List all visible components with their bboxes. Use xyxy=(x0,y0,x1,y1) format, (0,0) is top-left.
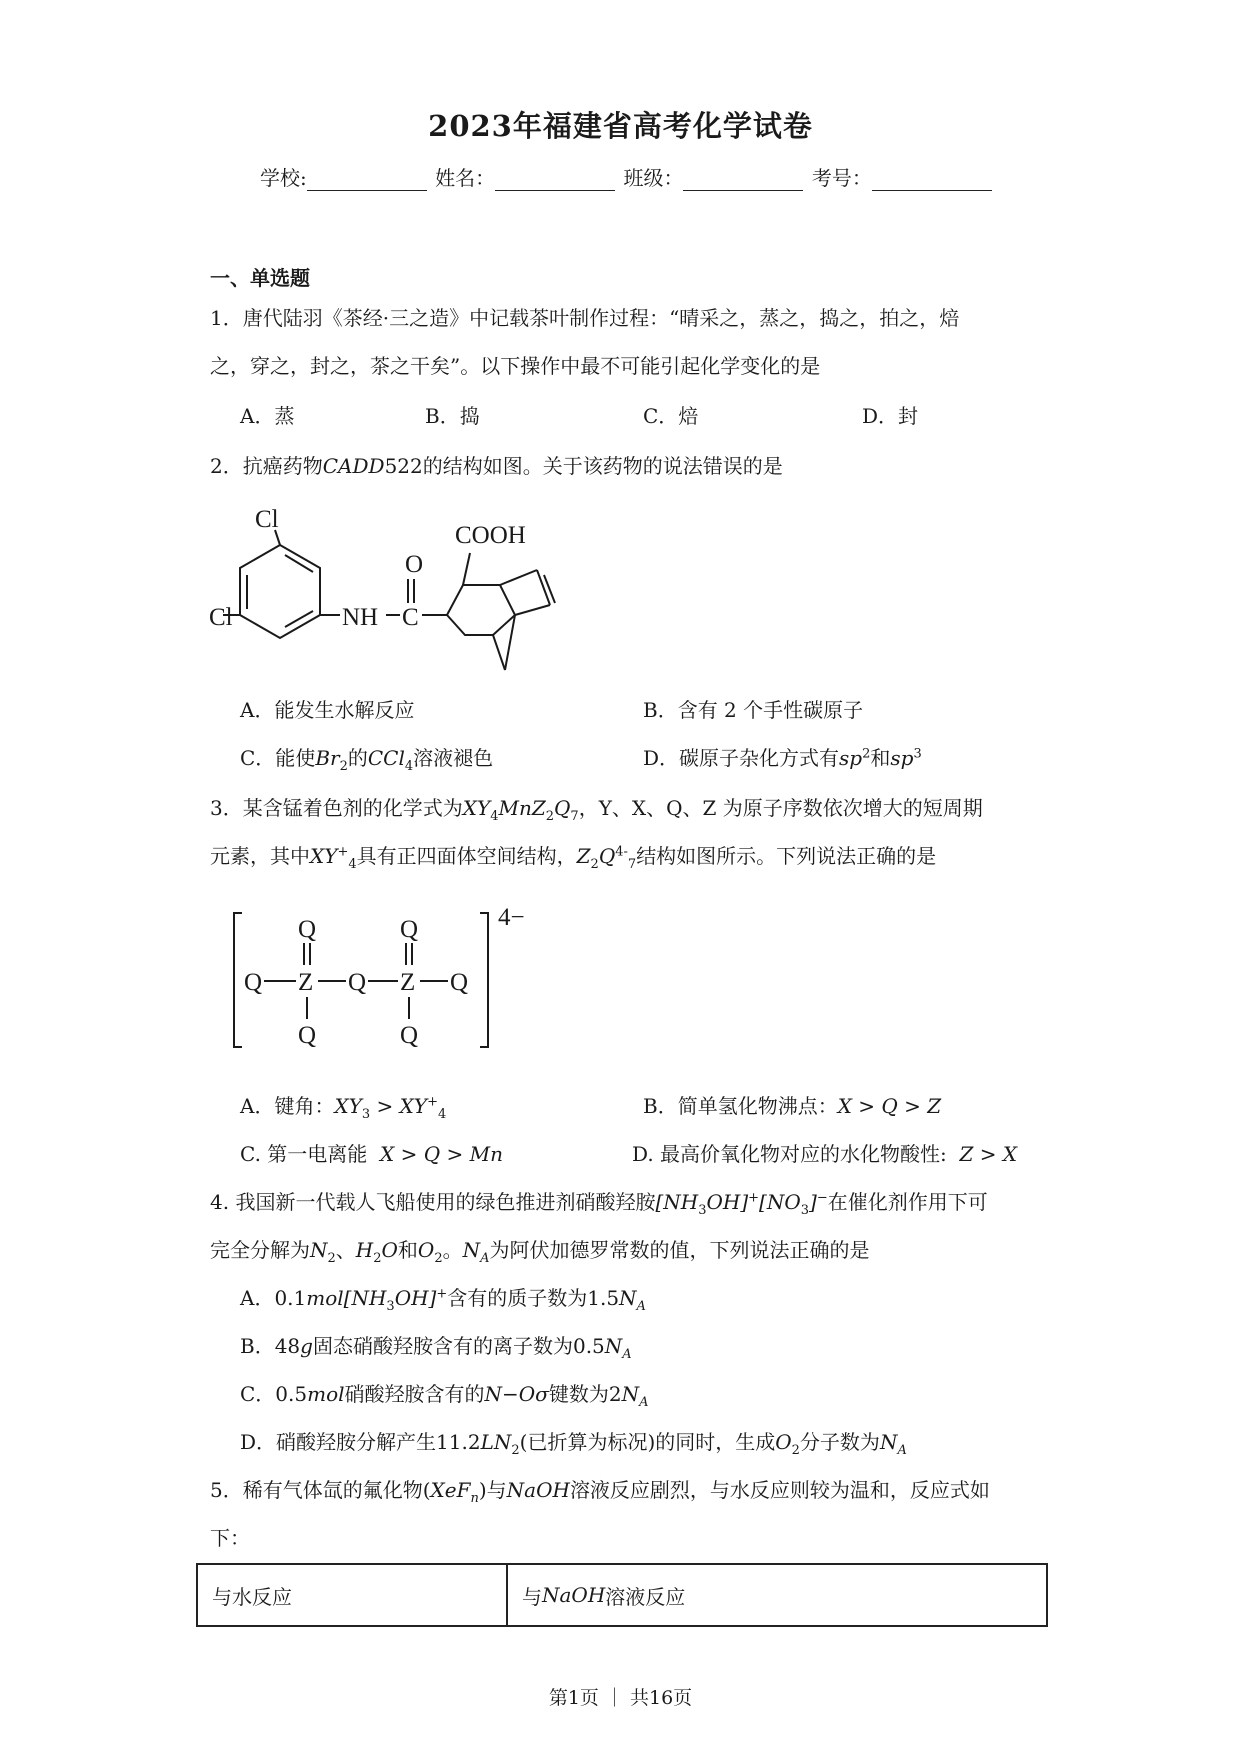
number-blank[interactable] xyxy=(872,170,992,191)
q3-option-a[interactable]: A．键角：$XY_3 > XY^+_4$ xyxy=(240,1094,447,1122)
ion-charge: 4− xyxy=(498,904,525,931)
z-atom-1: Z xyxy=(298,969,314,996)
q-atom-top-1: Q xyxy=(298,916,317,943)
school-label: 学校: xyxy=(260,166,307,190)
cl-atom-left: Cl xyxy=(209,604,233,631)
benzene-ring xyxy=(240,545,320,638)
q2-option-b[interactable]: B．含有 2 个手性碳原子 xyxy=(643,698,864,722)
q3-line1: 3．某含锰着色剂的化学式为$XY_4MnZ_2Q_7$，Y、X、Q、Z 为原子序数依次增大的短周期 xyxy=(210,796,983,824)
q2-stem: 2．抗癌药物CADD522的结构如图。关于该药物的说法错误的是 xyxy=(210,454,783,478)
page-title: 2023年福建省高考化学试卷 xyxy=(428,109,813,143)
left-bracket xyxy=(234,913,242,1047)
q4-line2: 完全分解为$N_2$、$H_2O$和$O_2$。$N_A$为阿伏加德罗常数的值，下列说法正确的是 xyxy=(210,1238,870,1266)
q-atom-bottom-2: Q xyxy=(400,1022,419,1049)
q4-option-d[interactable]: D．硝酸羟胺分解产生$11.2LN_2$(已折算为标况)的同时，生成$O_2$分子数为$N_A$ xyxy=(240,1430,907,1458)
q4-option-b[interactable]: B．48g固态硝酸羟胺含有的离子数为$0.5N_A$ xyxy=(240,1334,632,1362)
q1-option-c[interactable]: C．焙 xyxy=(643,404,699,428)
name-blank[interactable] xyxy=(495,170,615,191)
table-cell-water: 与水反应 xyxy=(198,1565,508,1625)
q5-line2: 下： xyxy=(210,1526,250,1550)
number-label: 考号： xyxy=(811,166,872,190)
cl-atom-top: Cl xyxy=(255,506,279,533)
q4-line1: 4. 我国新一代载人飞船使用的绿色推进剂硝酸羟胺$[NH_3OH]^+[NO_3]^-$在催化剂作用下可 xyxy=(210,1190,988,1218)
q3-line2: 元素，其中$XY^+_4$具有正四面体空间结构，$Z_2Q^{4-}_7$结构如图所示。下列说法正确的是 xyxy=(210,844,937,872)
q1-line1: 1．唐代陆羽《茶经·三之造》中记载茶叶制作过程：“晴采之，蒸之，捣之，拍之，焙 xyxy=(210,306,960,330)
q1-option-b[interactable]: B．捣 xyxy=(425,404,480,428)
table-cell-naoh: 与 NaOH 溶液反应 xyxy=(522,1583,686,1609)
q-atom-left: Q xyxy=(244,969,263,996)
carbonyl-carbon: C xyxy=(402,604,419,631)
z2q7-structure-diagram xyxy=(228,905,548,1055)
q-atom-right: Q xyxy=(450,969,469,996)
q1-option-d[interactable]: D．封 xyxy=(862,404,919,428)
q5-line1: 5．稀有气体氙的氟化物(XeF$_n$)与NaOH溶液反应剧烈，与水反应则较为温和，反应式如 xyxy=(210,1478,990,1506)
q2-option-a[interactable]: A．能发生水解反应 xyxy=(240,698,415,722)
school-blank[interactable] xyxy=(307,170,427,191)
student-info-row xyxy=(260,162,994,191)
name-label: 姓名： xyxy=(435,166,496,190)
q-atom-bridge: Q xyxy=(348,969,367,996)
class-blank[interactable] xyxy=(683,170,803,191)
q3-option-c[interactable]: C. 第一电离能 X > Q > Mn xyxy=(240,1142,503,1166)
class-label: 班级： xyxy=(623,166,684,190)
right-bracket xyxy=(480,913,488,1047)
bicyclic-ring xyxy=(447,585,515,635)
carboxyl-group: COOH xyxy=(455,522,526,549)
reaction-table xyxy=(196,1563,1048,1627)
q2-option-d[interactable]: D．碳原子杂化方式有$sp^2$和$sp^3$ xyxy=(643,746,922,770)
page-footer: 第1页 ｜ 共16页 xyxy=(548,1687,693,1709)
q4-option-a[interactable]: A．$0.1mol[NH_3OH]^+$含有的质子数为$1.5N_A$ xyxy=(240,1286,646,1314)
q2-option-c[interactable]: C．能使$Br_2$的CCl$_4$溶液褪色 xyxy=(240,746,494,774)
z-atom-2: Z xyxy=(400,969,416,996)
q3-option-d[interactable]: D. 最高价氧化物对应的水化物酸性: Z > X xyxy=(632,1142,1018,1166)
q1-option-a[interactable]: A．蒸 xyxy=(240,404,295,428)
q-atom-top-2: Q xyxy=(400,916,419,943)
carbonyl-oxygen: O xyxy=(405,551,424,578)
section-heading: 一、单选题 xyxy=(210,266,310,290)
q-atom-bottom-1: Q xyxy=(298,1022,317,1049)
q4-option-c[interactable]: C．0.5mol硝酸羟胺含有的N−Oσ键数为$2N_A$ xyxy=(240,1382,649,1410)
cadd522-structure-diagram xyxy=(209,505,655,675)
nh-group: NH xyxy=(342,604,379,631)
q3-option-b[interactable]: B．简单氢化物沸点：X > Q > Z xyxy=(643,1094,942,1118)
q1-line2: 之，穿之，封之，茶之干矣”。以下操作中最不可能引起化学变化的是 xyxy=(210,354,821,378)
